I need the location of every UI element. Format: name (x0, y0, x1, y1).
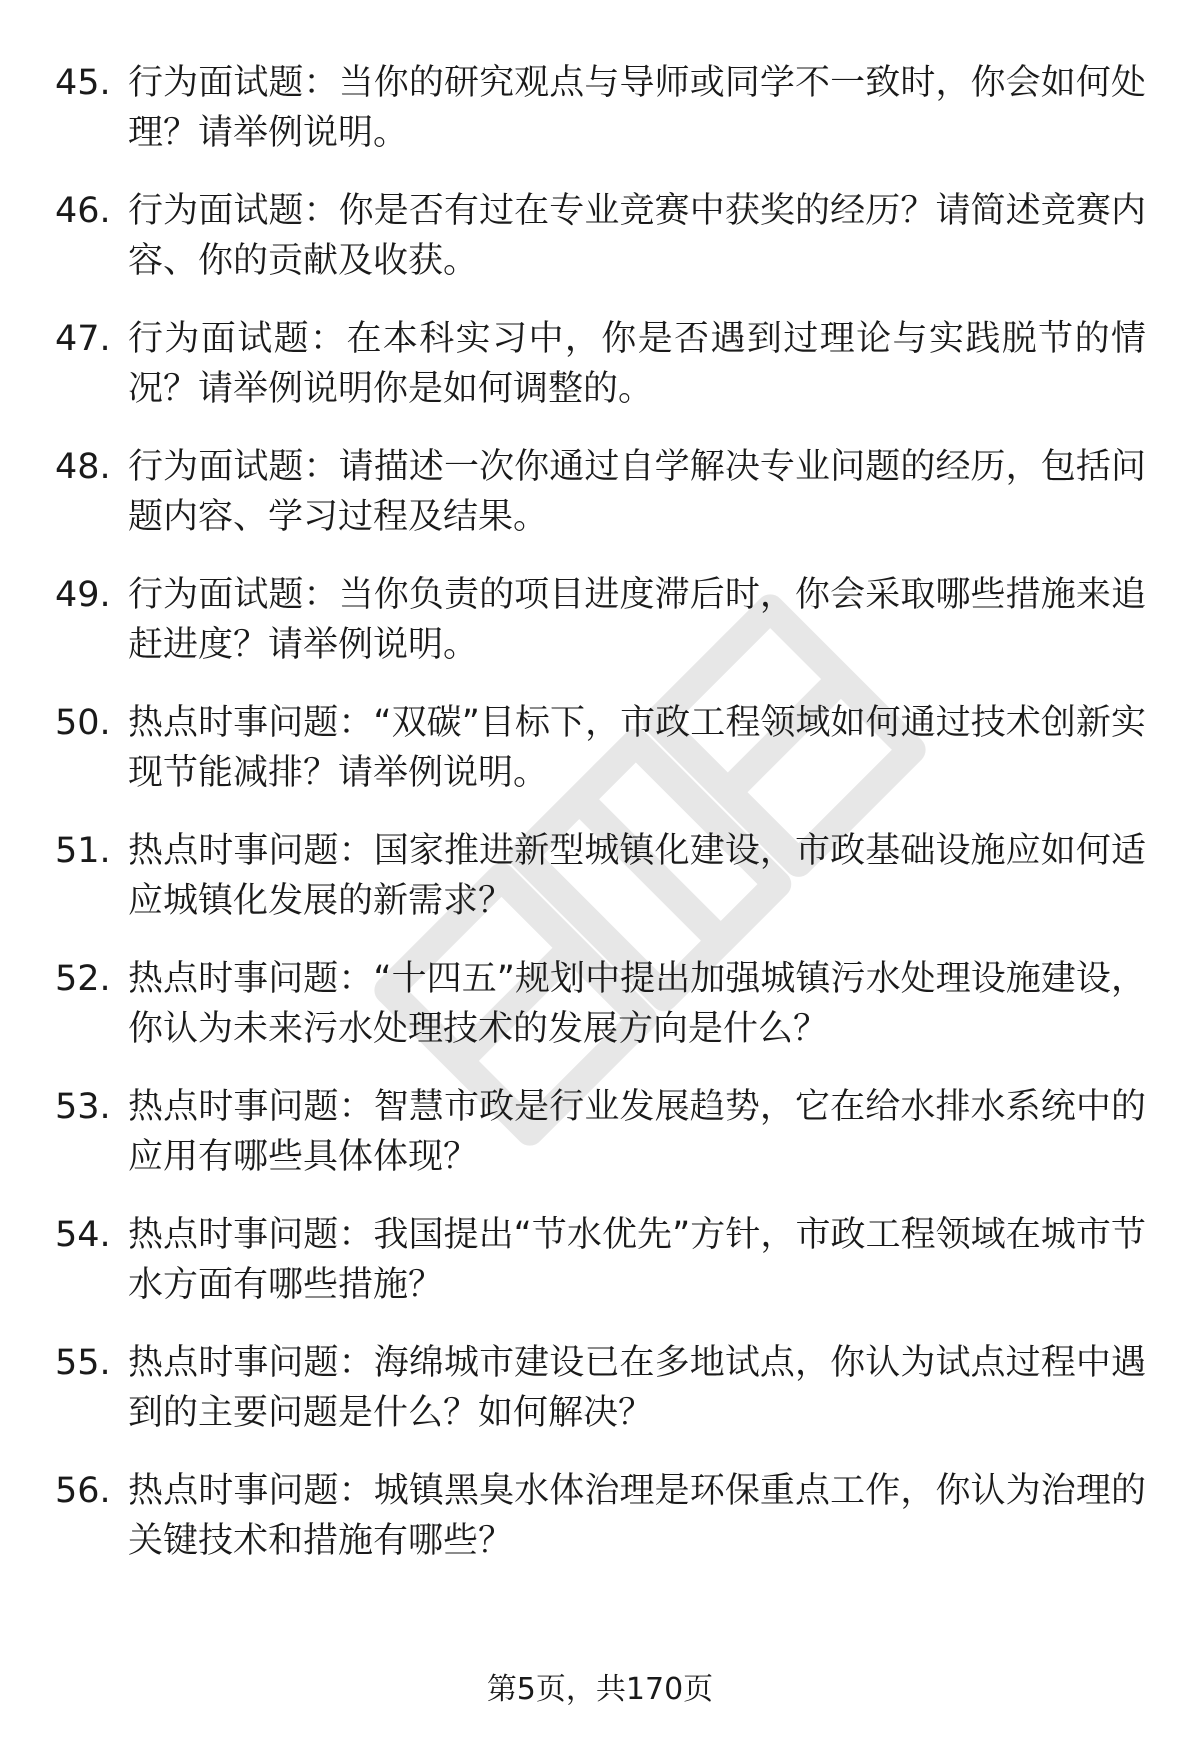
question-text: 热点时事问题：国家推进新型城镇化建设，市政基础设施应如何适应城镇化发展的新需求？ (128, 831, 1146, 921)
list-item (0, 698, 1200, 826)
question-number: 49. (55, 575, 111, 615)
page-number-footer: 第5页，共170页 (486, 1672, 714, 1707)
question-text: 行为面试题：你是否有过在专业竞赛中获奖的经历？请简述竞赛内容、你的贡献及收获。 (128, 191, 1146, 281)
question-number: 54. (55, 1215, 111, 1255)
list-item (0, 570, 1200, 698)
list-item (0, 186, 1200, 314)
list-item (0, 954, 1200, 1082)
question-text: 热点时事问题：智慧市政是行业发展趋势，它在给水排水系统中的应用有哪些具体体现？ (128, 1087, 1146, 1177)
question-number: 56. (55, 1471, 111, 1511)
question-number: 52. (55, 959, 111, 999)
question-number: 50. (55, 703, 111, 743)
question-number: 53. (55, 1087, 111, 1127)
question-list (0, 58, 1200, 1594)
question-text: 行为面试题：当你的研究观点与导师或同学不一致时，你会如何处理？请举例说明。 (128, 63, 1146, 153)
question-text: 热点时事问题：“双碳”目标下，市政工程领域如何通过技术创新实现节能减排？请举例说明。 (128, 703, 1146, 793)
question-number: 47. (55, 319, 111, 359)
list-item (0, 58, 1200, 186)
question-text: 行为面试题：在本科实习中，你是否遇到过理论与实践脱节的情况？请举例说明你是如何调整的。 (128, 319, 1146, 409)
list-item (0, 1338, 1200, 1466)
list-item (0, 1082, 1200, 1210)
question-number: 51. (55, 831, 111, 871)
question-number: 55. (55, 1343, 111, 1383)
question-text: 热点时事问题：城镇黑臭水体治理是环保重点工作，你认为治理的关键技术和措施有哪些？ (128, 1471, 1146, 1561)
question-text: 行为面试题：当你负责的项目进度滞后时，你会采取哪些措施来追赶进度？请举例说明。 (128, 575, 1146, 665)
question-number: 48. (55, 447, 111, 487)
list-item (0, 1210, 1200, 1338)
list-item (0, 314, 1200, 442)
list-item (0, 1466, 1200, 1594)
question-number: 46. (55, 191, 111, 231)
question-text: 热点时事问题：我国提出“节水优先”方针，市政工程领域在城市节水方面有哪些措施？ (128, 1215, 1146, 1305)
question-number: 45. (55, 63, 111, 103)
question-text: 热点时事问题：“十四五”规划中提出加强城镇污水处理设施建设，你认为未来污水处理技术的发展方向是什么？ (128, 959, 1146, 1049)
question-text: 行为面试题：请描述一次你通过自学解决专业问题的经历，包括问题内容、学习过程及结果。 (128, 447, 1146, 537)
list-item (0, 442, 1200, 570)
list-item (0, 826, 1200, 954)
question-text: 热点时事问题：海绵城市建设已在多地试点，你认为试点过程中遇到的主要问题是什么？如何解决？ (128, 1343, 1146, 1433)
